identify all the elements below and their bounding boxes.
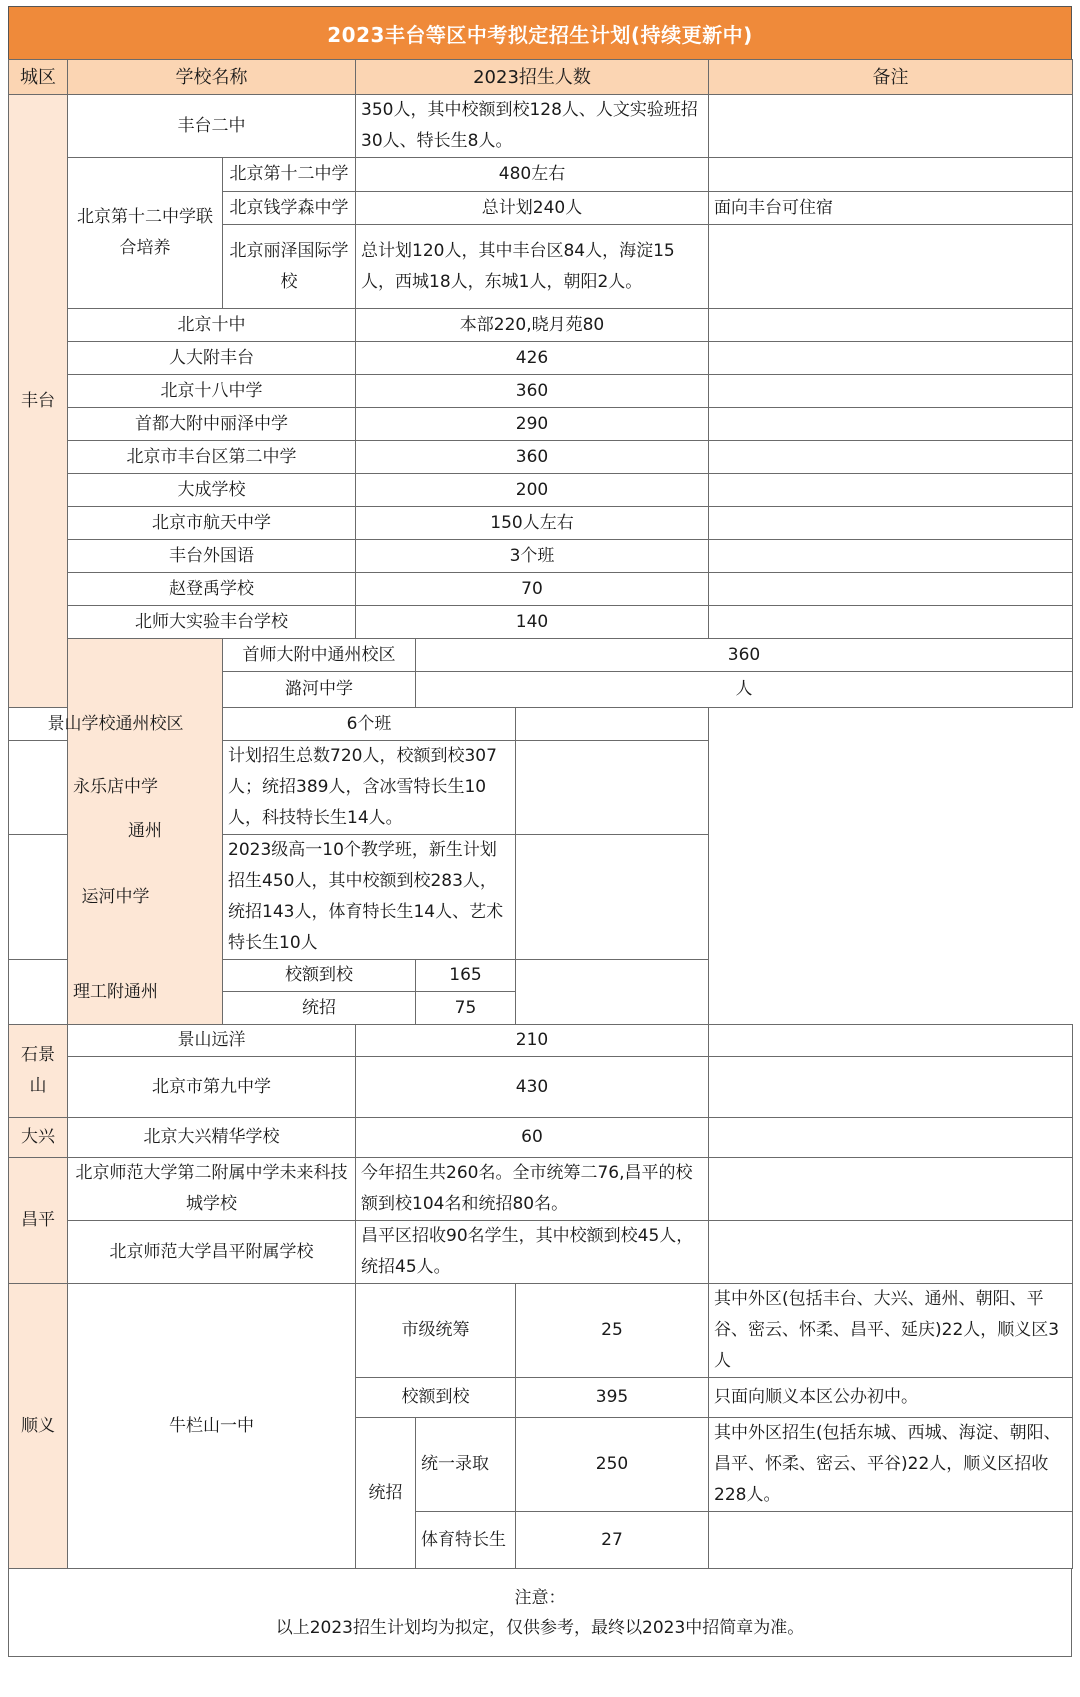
enrollment-count: 总计划240人 (356, 192, 709, 225)
enrollment-count: 200 (356, 474, 709, 507)
school-name: 北京十中 (68, 309, 356, 342)
note-cell (709, 573, 1073, 606)
enrollment-count: 360 (416, 639, 1073, 672)
quota-type-label: 统一录取 (416, 1418, 516, 1512)
sub-school-name: 北京第十二中学 (223, 158, 356, 192)
school-name: 景山远洋 (68, 1025, 356, 1057)
note-cell (709, 1118, 1073, 1158)
table-row (9, 342, 1073, 375)
table-row (9, 960, 1073, 992)
enrollment-count: 360 (356, 375, 709, 408)
school-name: 永乐店中学 (9, 741, 223, 835)
header-school: 学校名称 (68, 60, 356, 95)
table-row (9, 408, 1073, 441)
enrollment-count: 本部220,晓月苑80 (356, 309, 709, 342)
enrollment-plan-document (8, 6, 1072, 1657)
quota-group-label: 统招 (356, 1418, 416, 1569)
table-row (9, 741, 1073, 835)
quota-type-label: 体育特长生 (416, 1512, 516, 1569)
note-cell: 面向丰台可住宿 (709, 192, 1073, 225)
district-fengtai: 丰台 (9, 95, 68, 708)
quota-type-label: 校额到校 (223, 960, 416, 992)
school-name: 首师大附中通州校区 (223, 639, 416, 672)
school-name: 理工附通州 (9, 960, 223, 1025)
school-name: 景山学校通州校区 (9, 708, 223, 741)
footer-text: 以上2023招生计划均为拟定，仅供参考，最终以2023中招简章为准。 (275, 1617, 805, 1638)
note-cell (709, 225, 1073, 309)
school-name: 赵登禹学校 (68, 573, 356, 606)
table-row (9, 1118, 1073, 1158)
note-cell (709, 1512, 1073, 1569)
enrollment-count: 计划招生总数720人，校额到校307人；统招389人，含冰雪特长生10人，科技特长生14人。 (223, 741, 516, 835)
table-row (9, 474, 1073, 507)
table-row (9, 507, 1073, 540)
enrollment-count: 150人左右 (356, 507, 709, 540)
note-cell (516, 835, 709, 960)
enrollment-count: 70 (356, 573, 709, 606)
enrollment-count: 426 (356, 342, 709, 375)
note-cell (516, 741, 709, 835)
district-daxing: 大兴 (9, 1118, 68, 1158)
quota-value: 250 (516, 1418, 709, 1512)
table-header-row (9, 60, 1073, 95)
table-row (9, 1025, 1073, 1057)
enrollment-count: 290 (356, 408, 709, 441)
enrollment-count: 140 (356, 606, 709, 639)
school-name: 北京大兴精华学校 (68, 1118, 356, 1158)
school-name: 人大附丰台 (68, 342, 356, 375)
note-cell (709, 1057, 1073, 1118)
page-title: 2023丰台等区中考拟定招生计划(持续更新中) (8, 6, 1072, 59)
note-cell (709, 375, 1073, 408)
school-group-name: 北京第十二中学联合培养 (68, 158, 223, 309)
header-note: 备注 (709, 60, 1073, 95)
table-row (9, 158, 1073, 192)
note-cell (709, 342, 1073, 375)
school-name: 北京市丰台区第二中学 (68, 441, 356, 474)
school-name: 北师大实验丰台学校 (68, 606, 356, 639)
district-shijingshan: 石景山 (9, 1025, 68, 1118)
enrollment-table (8, 59, 1073, 1569)
school-name: 北京师范大学昌平附属学校 (68, 1221, 356, 1284)
quota-type-label: 市级统筹 (356, 1284, 516, 1378)
sub-school-name: 北京钱学森中学 (223, 192, 356, 225)
quota-value: 165 (416, 960, 516, 992)
note-cell (709, 1025, 1073, 1057)
table-row (9, 1284, 1073, 1378)
footer-heading: 注意： (514, 1587, 566, 1608)
table-row (9, 573, 1073, 606)
header-district: 城区 (9, 60, 68, 95)
table-row (9, 1158, 1073, 1221)
note-cell (516, 960, 709, 1025)
table-row (9, 309, 1073, 342)
quota-value: 395 (516, 1378, 709, 1418)
district-shunyi: 顺义 (9, 1284, 68, 1569)
footer-notice (8, 1569, 1072, 1657)
school-name: 丰台二中 (68, 95, 356, 158)
enrollment-count: 2023级高一10个教学班，新生计划招生450人，其中校额到校283人，统招143人，体育特长生14人、艺术特长生10人 (223, 835, 516, 960)
sub-school-name: 北京丽泽国际学校 (223, 225, 356, 309)
note-cell: 只面向顺义本区公办初中。 (709, 1378, 1073, 1418)
enrollment-count: 3个班 (356, 540, 709, 573)
school-name: 牛栏山一中 (68, 1284, 356, 1569)
quota-value: 27 (516, 1512, 709, 1569)
enrollment-count: 360 (356, 441, 709, 474)
table-row (9, 1057, 1073, 1118)
note-cell (709, 95, 1073, 158)
quota-value: 25 (516, 1284, 709, 1378)
enrollment-count: 今年招生共260名。全市统筹二76,昌平的校额到校104名和统招80名。 (356, 1158, 709, 1221)
school-name: 运河中学 (9, 835, 223, 960)
school-name: 丰台外国语 (68, 540, 356, 573)
note-cell (516, 708, 709, 741)
enrollment-count: 210 (356, 1025, 709, 1057)
note-cell (709, 474, 1073, 507)
quota-type-label: 校额到校 (356, 1378, 516, 1418)
note-cell (709, 1158, 1073, 1221)
school-name: 北京市第九中学 (68, 1057, 356, 1118)
school-name: 潞河中学 (223, 672, 416, 708)
enrollment-count: 60 (356, 1118, 709, 1158)
enrollment-count: 350人，其中校额到校128人、人文实验班招30人、特长生8人。 (356, 95, 709, 158)
table-row (9, 375, 1073, 408)
header-count: 2023招生人数 (356, 60, 709, 95)
school-name: 北京市航天中学 (68, 507, 356, 540)
note-cell (709, 1221, 1073, 1284)
note-cell (709, 540, 1073, 573)
enrollment-count: 人 (416, 672, 1073, 708)
school-name: 首都大附中丽泽中学 (68, 408, 356, 441)
quota-value: 75 (416, 992, 516, 1025)
note-cell (709, 158, 1073, 192)
enrollment-count: 480左右 (356, 158, 709, 192)
school-name: 北京十八中学 (68, 375, 356, 408)
note-cell (709, 507, 1073, 540)
table-row (9, 95, 1073, 158)
note-cell (709, 606, 1073, 639)
enrollment-count: 总计划120人，其中丰台区84人，海淀15人，西城18人，东城1人，朝阳2人。 (356, 225, 709, 309)
note-cell (709, 309, 1073, 342)
quota-type-label: 统招 (223, 992, 416, 1025)
enrollment-count: 430 (356, 1057, 709, 1118)
enrollment-count: 6个班 (223, 708, 516, 741)
table-row (9, 639, 1073, 672)
school-name: 大成学校 (68, 474, 356, 507)
table-row (9, 441, 1073, 474)
enrollment-count: 昌平区招收90名学生，其中校额到校45人，统招45人。 (356, 1221, 709, 1284)
note-cell: 其中外区招生(包括东城、西城、海淀、朝阳、昌平、怀柔、密云、平谷)22人，顺义区招收228人。 (709, 1418, 1073, 1512)
note-cell (709, 408, 1073, 441)
table-row (9, 1221, 1073, 1284)
table-row (9, 835, 1073, 960)
school-name: 北京师范大学第二附属中学未来科技城学校 (68, 1158, 356, 1221)
table-row (9, 606, 1073, 639)
district-changping: 昌平 (9, 1158, 68, 1284)
note-cell (709, 441, 1073, 474)
district-tongzhou: 通州 (68, 639, 223, 1025)
table-row (9, 540, 1073, 573)
note-cell: 其中外区(包括丰台、大兴、通州、朝阳、平谷、密云、怀柔、昌平、延庆)22人，顺义区3人 (709, 1284, 1073, 1378)
table-row (9, 708, 1073, 741)
